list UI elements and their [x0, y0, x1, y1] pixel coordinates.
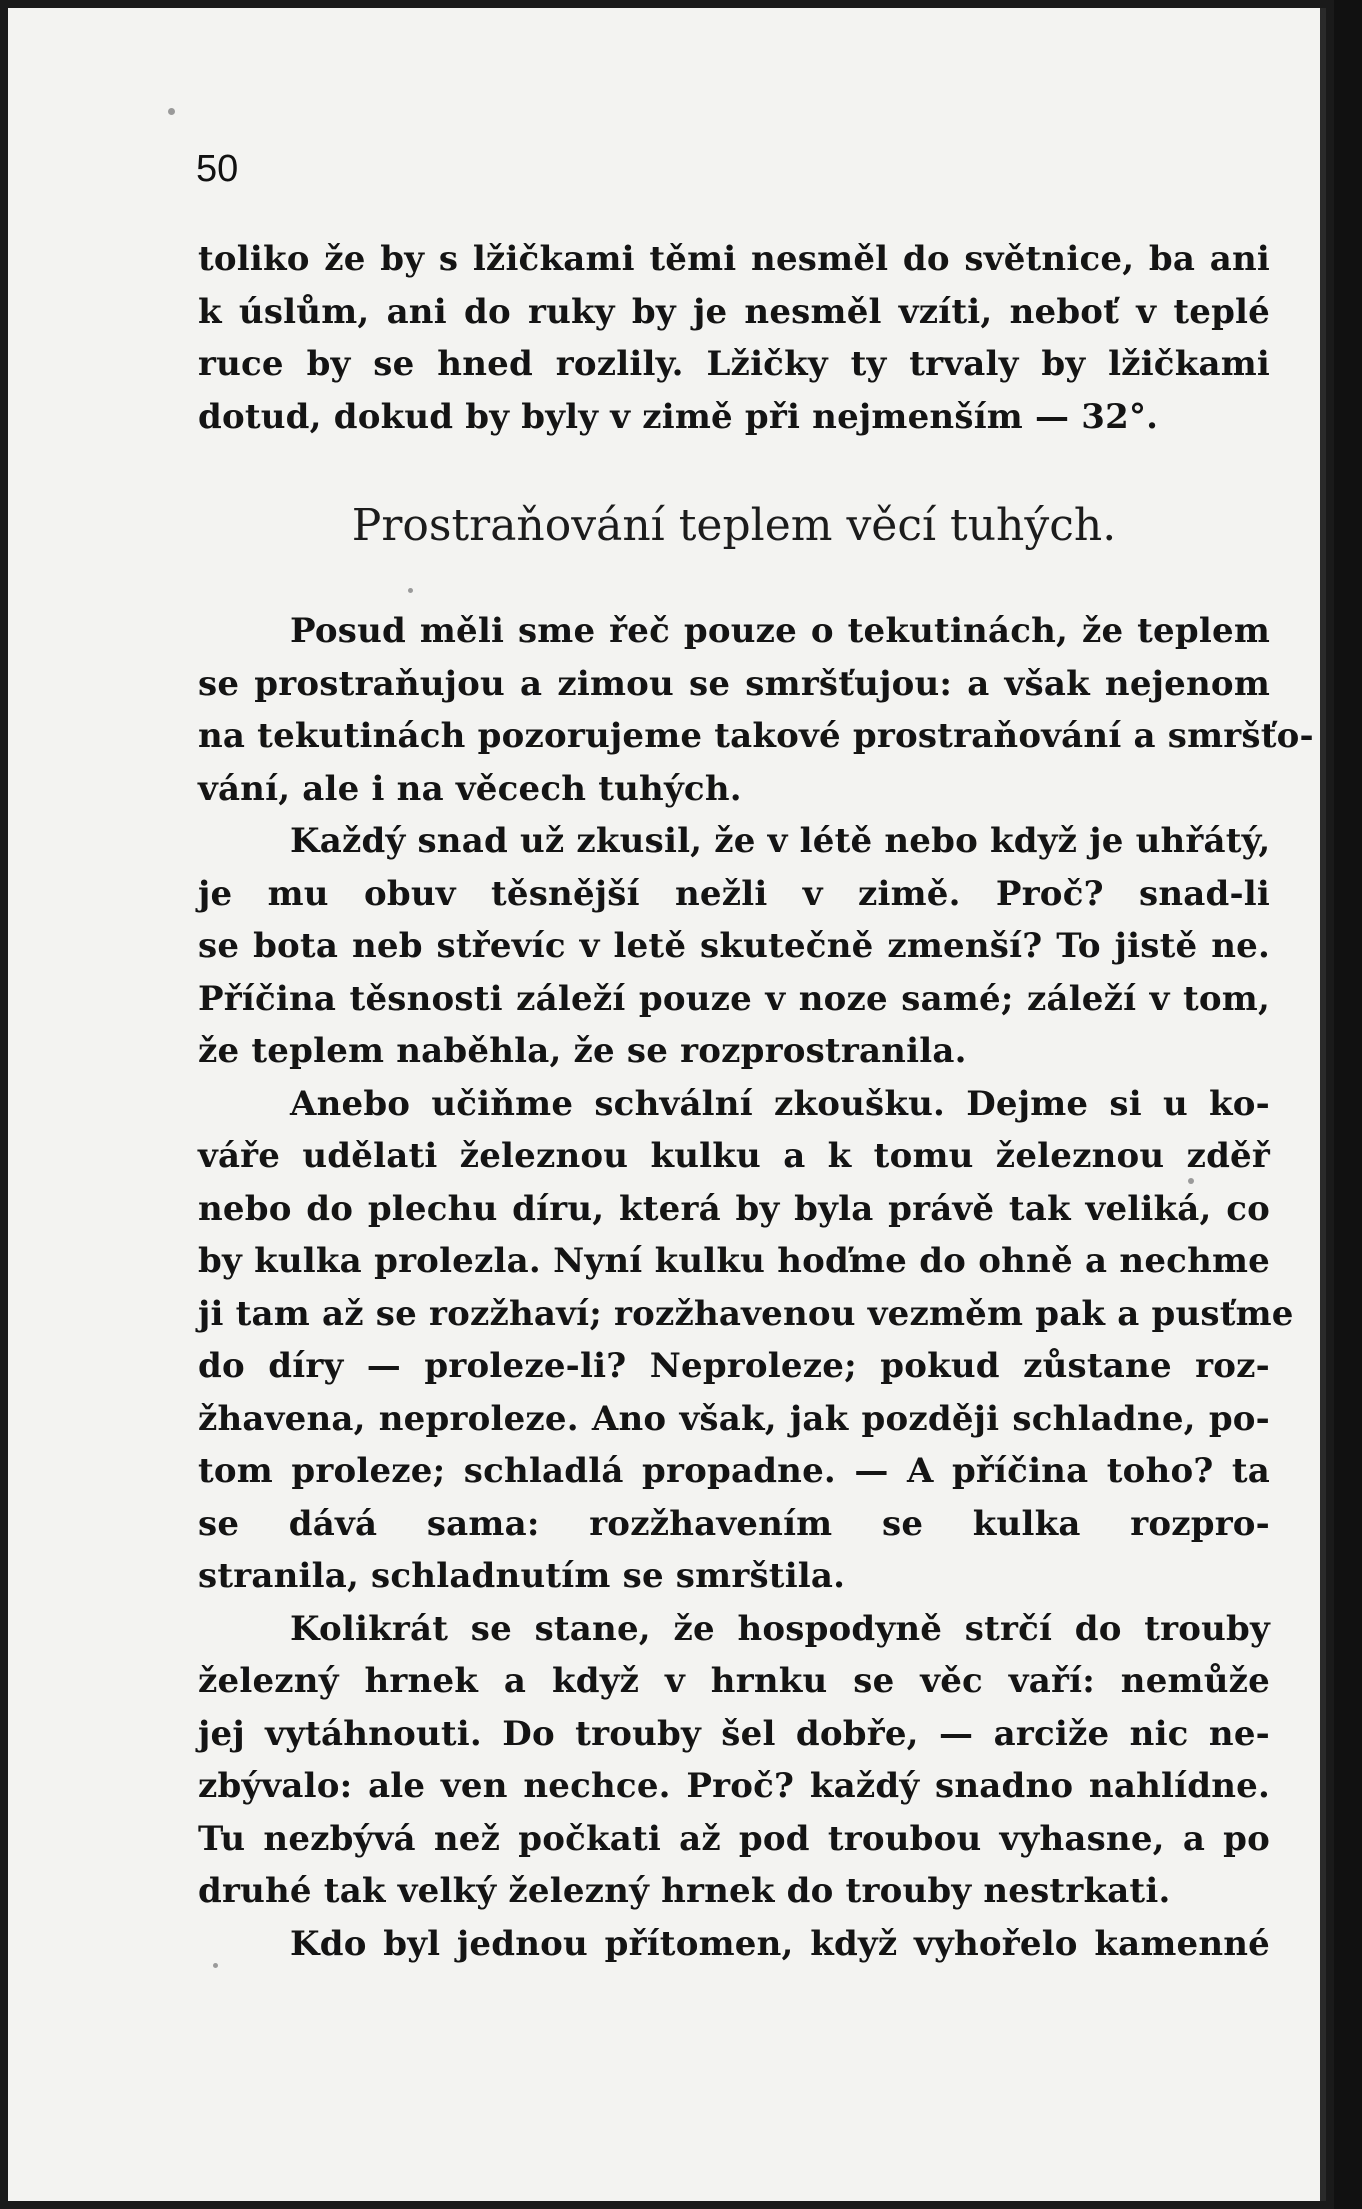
- text-line: vání, ale i na věcech tuhých.: [198, 768, 742, 809]
- paper-speck: [408, 588, 413, 593]
- text-line: stranila, schladnutím se smrštila.: [198, 1556, 846, 1596]
- text-line: že teplem naběhla, že se rozprostranila.: [198, 1031, 967, 1071]
- text-line: se dává sama: rozžhavením se kulka rozpro-: [198, 1503, 1270, 1544]
- text-line: zbývalo: ale ven nechce. Proč? každý snadno nahlídne.: [198, 1766, 1270, 1806]
- page-edge-shadow: [1334, 0, 1362, 2209]
- text-line: se prostraňujou a zimou se smršťujou: a však nejenom: [198, 663, 1270, 704]
- text-line: Kdo byl jednou přítomen, když vyhořelo kamenné: [290, 1923, 1270, 1964]
- section-heading: Prostraňování teplem věcí tuhých.: [351, 500, 1117, 551]
- text-line: druhé tak velký železný hrnek do trouby nestrkati.: [198, 1871, 1171, 1911]
- text-line: by kulka prolezla. Nyní kulku hoďme do ohně a nechme: [198, 1241, 1270, 1281]
- text-line: tom proleze; schladlá propadne. — A příčina toho? ta: [198, 1451, 1270, 1491]
- text-line: Každý snad už zkusil, že v létě nebo když je uhřátý,: [290, 821, 1271, 861]
- paper-speck: [213, 1963, 218, 1968]
- paper-speck: [1188, 1178, 1194, 1184]
- text-line: Příčina těsnosti záleží pouze v noze samé; záleží v tom,: [198, 978, 1270, 1019]
- text-line: se bota neb střevíc v letě skutečně zmenší? To jistě ne.: [198, 926, 1270, 966]
- text-line: k úslům, ani do ruky by je nesměl vzíti, neboť v teplé: [198, 291, 1270, 332]
- text-line: na tekutinách pozorujeme takové prostraňování a smršťo-: [198, 716, 1314, 756]
- text-line: dotud, dokud by byly v zimě při nejmenším — 32°.: [198, 396, 1159, 437]
- paper-speck: [168, 108, 175, 115]
- text-line: jej vytáhnouti. Do trouby šel dobře, — arciže nic ne-: [198, 1713, 1270, 1754]
- page-number: 50: [196, 148, 239, 190]
- text-line: váře udělati železnou kulku a k tomu železnou zděř: [198, 1136, 1270, 1176]
- text-line: Tu nezbývá než počkati až pod troubou vyhasne, a po: [198, 1818, 1270, 1859]
- body-text: [198, 605, 1314, 1970]
- text-line: nebo do plechu díru, která by byla právě tak veliká, co: [198, 1188, 1270, 1229]
- text-line: Anebo učiňme schvální zkoušku. Dejme si u ko-: [290, 1083, 1270, 1124]
- text-line: je mu obuv těsnější nežli v zimě. Proč? snad-li: [198, 873, 1270, 914]
- text-line: Posud měli sme řeč pouze o tekutinách, že teplem: [290, 611, 1270, 651]
- text-line: ruce by se hned rozlily. Lžičky ty trvaly by lžičkami: [198, 344, 1270, 384]
- text-line: železný hrnek a když v hrnku se věc vaří: nemůže: [198, 1661, 1270, 1701]
- book-page: [8, 8, 1326, 2201]
- text-line: Kolikrát se stane, že hospodyně strčí do trouby: [290, 1608, 1270, 1649]
- text-line: do díry — proleze-li? Neproleze; pokud zůstane roz-: [198, 1346, 1270, 1386]
- text-line: toliko že by s lžičkami těmi nesměl do světnice, ba ani: [198, 239, 1270, 279]
- text-line: ji tam až se rozžhaví; rozžhavenou vezměm pak a pusťme: [198, 1293, 1294, 1334]
- text-line: žhavena, neproleze. Ano však, jak později schladne, po-: [198, 1398, 1270, 1439]
- intro-paragraph: [198, 233, 1270, 443]
